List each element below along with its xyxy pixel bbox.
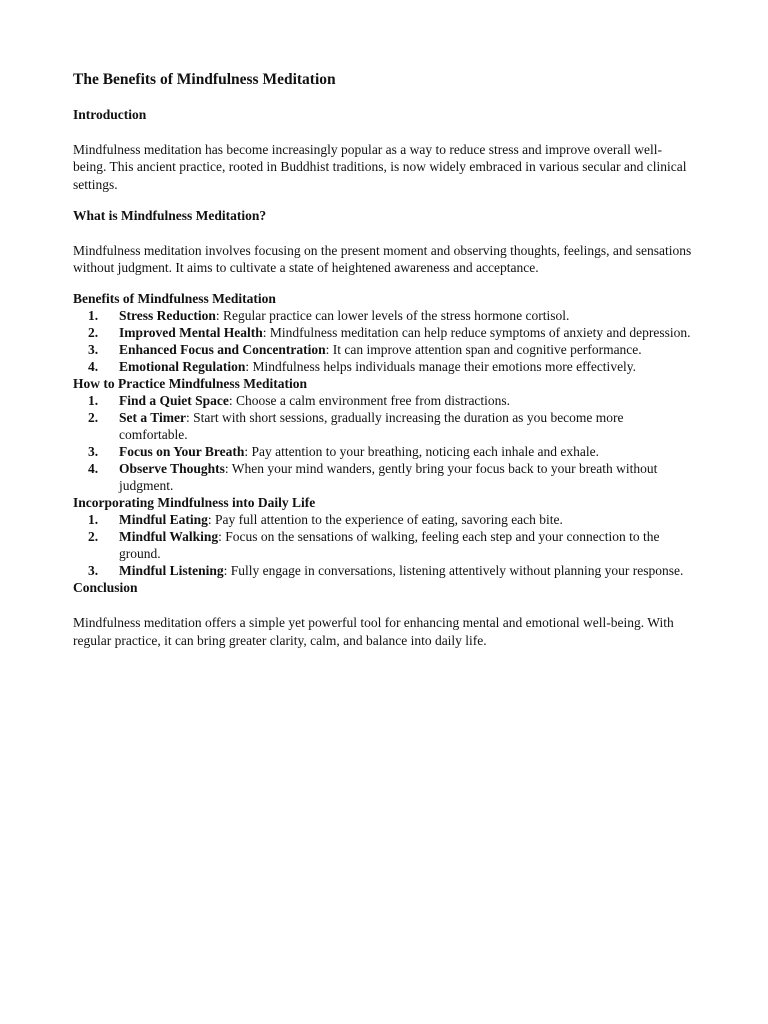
list-description: : Fully engage in conversations, listening attentively without planning your response.	[223, 563, 684, 579]
list-term: Focus on Your Breath	[119, 444, 245, 460]
practice-list-item	[73, 460, 695, 494]
benefits-list	[73, 307, 695, 375]
list-number: 2.	[88, 529, 99, 545]
list-term: Mindful Eating	[119, 512, 208, 528]
benefits-list-item	[73, 307, 695, 324]
list-number: 3.	[88, 342, 99, 358]
list-number: 1.	[88, 393, 99, 409]
daily-life-list	[73, 511, 695, 579]
list-term: Stress Reduction	[119, 308, 216, 324]
practice-list-item	[73, 443, 695, 460]
list-description: : Choose a calm environment free from distractions.	[228, 393, 511, 409]
daily-life-list-item	[73, 511, 695, 528]
list-term: Improved Mental Health	[119, 325, 263, 341]
list-term: Enhanced Focus and Concentration	[119, 342, 326, 358]
document-title: The Benefits of Mindfulness Meditation	[73, 71, 336, 88]
practice-list-item	[73, 392, 695, 409]
list-description: : Start with short sessions, gradually increasing the duration as you become more comfortable.	[119, 410, 624, 443]
benefits-list-item	[73, 324, 695, 341]
conclusion-heading: Conclusion	[73, 580, 138, 596]
list-term: Emotional Regulation	[119, 359, 246, 375]
definition-heading: What is Mindfulness Meditation?	[73, 207, 267, 223]
definition-paragraph: Mindfulness meditation involves focusing on the present moment and observing thoughts, feelings, and sensations without judgment. It aims to cultivate a state of heightened awareness and acceptance.	[73, 242, 692, 276]
list-number: 3.	[88, 563, 99, 579]
practice-list	[73, 392, 695, 494]
list-description: : Pay full attention to the experience of eating, savoring each bite.	[207, 512, 563, 528]
daily-life-list-item	[73, 528, 695, 562]
practice-heading: How to Practice Mindfulness Meditation	[73, 376, 307, 392]
list-number: 1.	[88, 512, 99, 528]
document-page	[73, 70, 695, 649]
daily-life-list-item	[73, 562, 695, 579]
list-description: : Pay attention to your breathing, noticing each inhale and exhale.	[244, 444, 600, 460]
list-term: Set a Timer	[119, 410, 186, 426]
introduction-heading: Introduction	[73, 107, 147, 122]
list-term: Mindful Walking	[119, 529, 219, 545]
list-number: 2.	[88, 410, 99, 426]
benefits-list-item	[73, 358, 695, 375]
benefits-list-item	[73, 341, 695, 358]
list-number: 4.	[88, 461, 99, 477]
list-description: : Regular practice can lower levels of the stress hormone cortisol.	[215, 308, 570, 324]
conclusion-paragraph: Mindfulness meditation offers a simple yet powerful tool for enhancing mental and emotional well-being. With regular practice, it can bring greater clarity, calm, and balance into daily life.	[73, 615, 674, 648]
list-number: 1.	[88, 308, 99, 324]
practice-list-item	[73, 409, 695, 443]
list-description: : Focus on the sensations of walking, feeling each step and your connection to the ground.	[119, 529, 660, 562]
daily-life-heading: Incorporating Mindfulness into Daily Life	[73, 495, 316, 511]
list-term: Find a Quiet Space	[119, 393, 229, 409]
benefits-heading: Benefits of Mindfulness Meditation	[73, 291, 276, 307]
list-number: 3.	[88, 444, 99, 460]
list-description: : Mindfulness helps individuals manage their emotions more effectively.	[245, 359, 637, 375]
list-description: : When your mind wanders, gently bring your focus back to your breath without judgment.	[119, 461, 658, 494]
list-term: Observe Thoughts	[119, 461, 225, 477]
introduction-paragraph: Mindfulness meditation has become increasingly popular as a way to reduce stress and improve overall well-being. This ancient practice, rooted in Buddhist traditions, is now widely embraced in various secular and clinical settings.	[73, 142, 687, 192]
list-description: : It can improve attention span and cognitive performance.	[325, 342, 642, 358]
list-description: : Mindfulness meditation can help reduce symptoms of anxiety and depression.	[262, 325, 691, 341]
list-term: Mindful Listening	[119, 563, 224, 579]
list-number: 4.	[88, 359, 99, 375]
list-number: 2.	[88, 325, 99, 341]
